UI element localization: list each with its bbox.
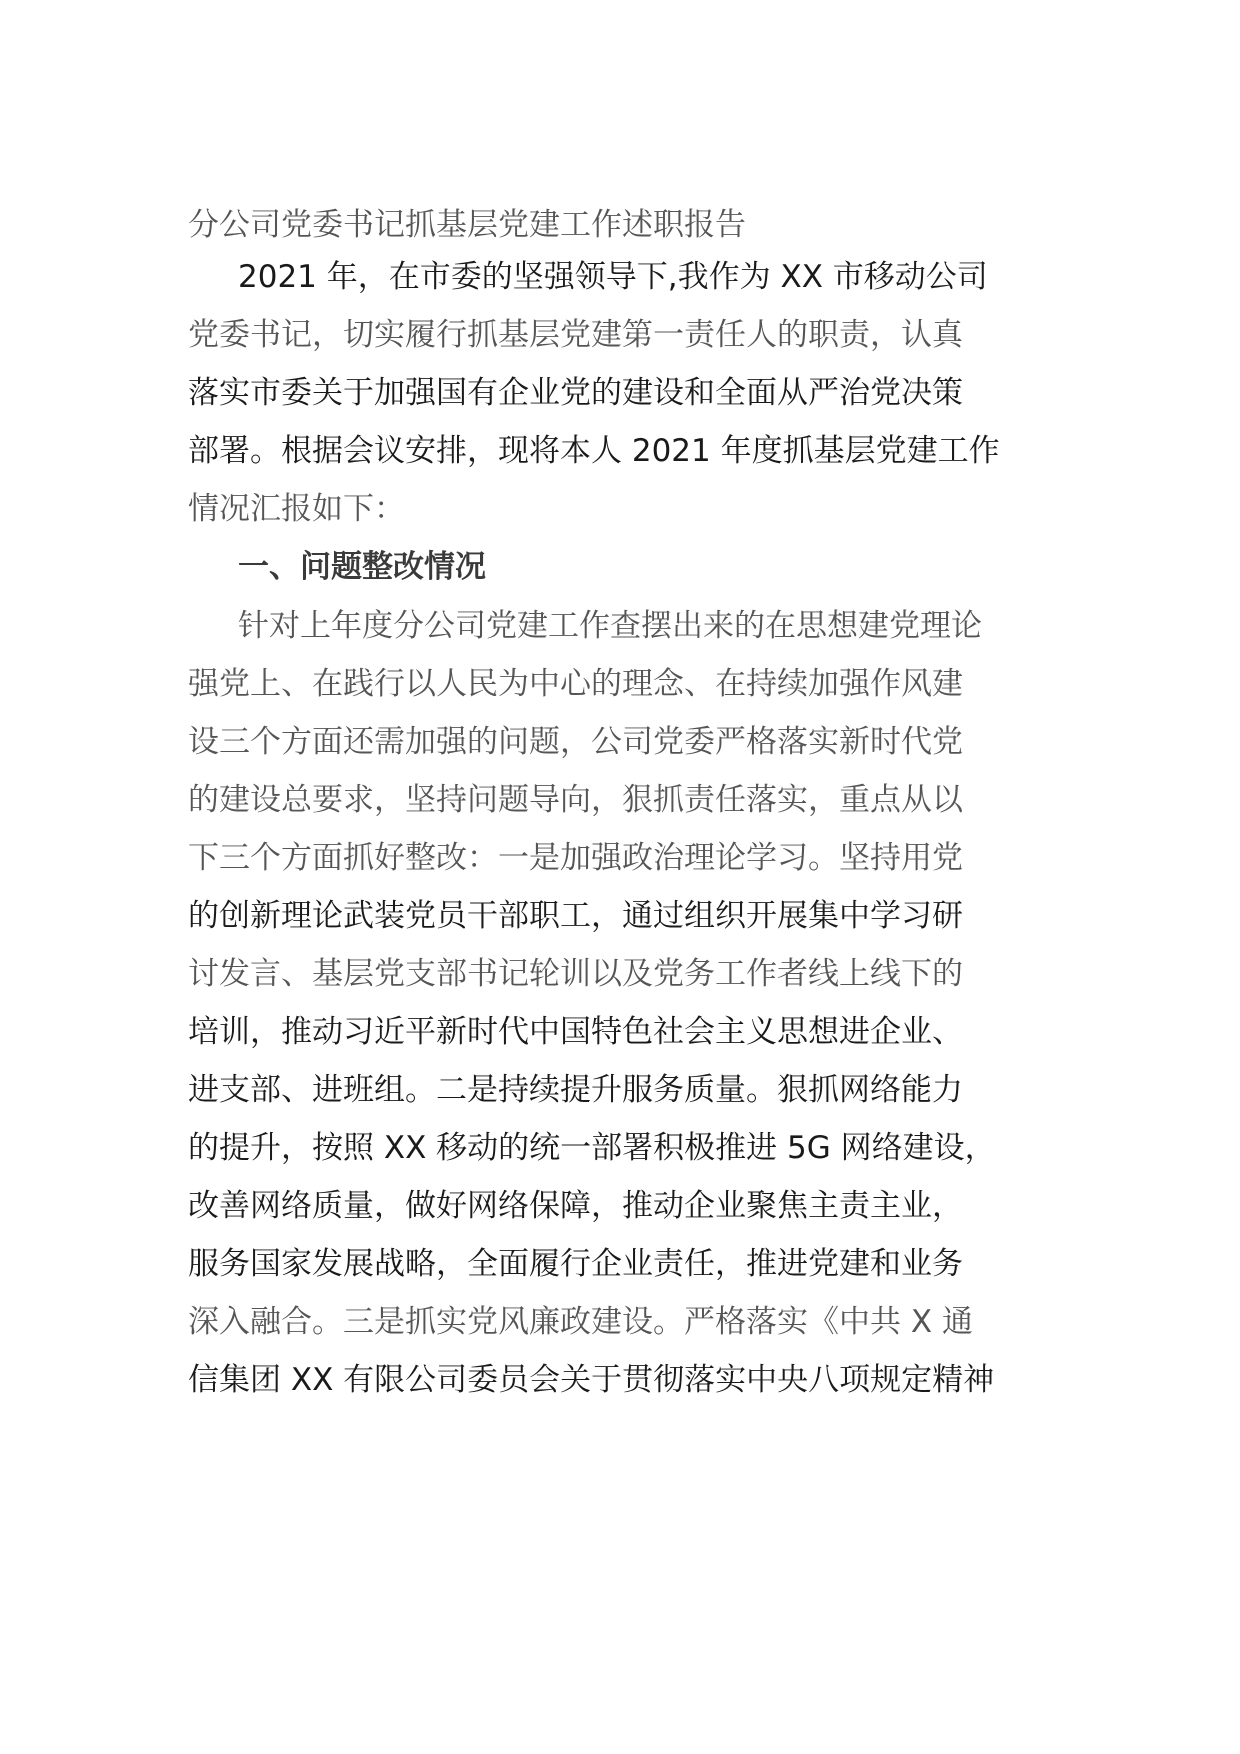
section-1-line-14: 信集团 XX 有限公司委员会关于贯彻落实中央八项规定精神 bbox=[188, 1362, 995, 1398]
section-1-line-3: 设三个方面还需加强的问题，公司党委严格落实新时代党 bbox=[188, 724, 963, 760]
intro-line-3: 落实市委关于加强国有企业党的建设和全面从严治党决策 bbox=[188, 375, 963, 411]
section-1-line-13: 深入融合。三是抓实党风廉政建设。严格落实《中共 X 通 bbox=[188, 1304, 973, 1340]
section-1-line-2: 强党上、在践行以人民为中心的理念、在持续加强作风建 bbox=[188, 666, 963, 702]
section-1-line-1: 针对上年度分公司党建工作查摆出来的在思想建党理论 bbox=[238, 608, 982, 644]
section-1-line-7: 讨发言、基层党支部书记轮训以及党务工作者线上线下的 bbox=[188, 956, 963, 992]
intro-line-4: 部署。根据会议安排，现将本人 2021 年度抓基层党建工作 bbox=[188, 433, 1000, 469]
section-1-heading: 一、问题整改情况 bbox=[238, 549, 486, 585]
section-1-line-8: 培训，推动习近平新时代中国特色社会主义思想进企业、 bbox=[188, 1014, 963, 1050]
intro-line-1: 2021 年，在市委的坚强领导下,我作为 XX 市移动公司 bbox=[238, 259, 988, 295]
section-1-line-10: 的提升，按照 XX 移动的统一部署积极推进 5G 网络建设， bbox=[188, 1130, 996, 1166]
intro-line-5: 情况汇报如下： bbox=[188, 491, 405, 527]
document-title: 分公司党委书记抓基层党建工作述职报告 bbox=[188, 207, 746, 243]
section-1-line-9: 进支部、进班组。二是持续提升服务质量。狠抓网络能力 bbox=[188, 1072, 963, 1108]
section-1-line-4: 的建设总要求，坚持问题导向，狠抓责任落实，重点从以 bbox=[188, 782, 963, 818]
section-1-line-12: 服务国家发展战略，全面履行企业责任，推进党建和业务 bbox=[188, 1246, 963, 1282]
section-1-line-6: 的创新理论武装党员干部职工，通过组织开展集中学习研 bbox=[188, 898, 963, 934]
section-1-line-11: 改善网络质量，做好网络保障，推动企业聚焦主责主业， bbox=[188, 1188, 963, 1224]
section-1-line-5: 下三个方面抓好整改：一是加强政治理论学习。坚持用党 bbox=[188, 840, 963, 876]
intro-line-2: 党委书记，切实履行抓基层党建第一责任人的职责，认真 bbox=[188, 317, 963, 353]
